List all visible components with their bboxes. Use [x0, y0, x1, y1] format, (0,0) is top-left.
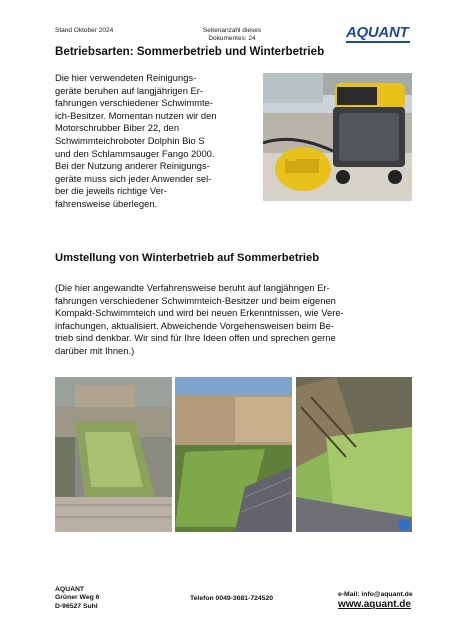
section-title-winter-to-summer: Umstellung von Winterbetrieb auf Sommerbetrieb	[55, 252, 320, 264]
footer-email[interactable]: e-Mail: info@aquant.de	[338, 591, 413, 598]
logo-underline	[346, 41, 410, 43]
paragraph-line: geräte muss sich jeder Anwender sel-	[55, 172, 212, 184]
page-count-line1: Seitenanzahl dieses	[202, 27, 262, 34]
footer-website-link[interactable]: www.aquant.de	[338, 599, 411, 610]
page-count	[200, 27, 264, 43]
document-date: Stand Oktober 2024	[55, 27, 114, 34]
paragraph-line: Schwimmteichroboter Dolphin Bio S	[55, 134, 205, 146]
paragraph-line: trieb sind denkbar. Wir sind für Ihre Ideen offen und sprechen gerne	[55, 332, 336, 344]
paragraph-line: ber die jeweils richtige Ver-	[55, 185, 168, 197]
aquant-logo: AQUANT	[346, 24, 409, 41]
paragraph-line: fahrungen verschiedener Schwimmteich-Besitzer und beim eigenen	[55, 294, 336, 306]
page-count-line2: Dokumentes: 24	[208, 35, 256, 42]
paragraph-line: ich-Besitzer. Momentan nutzen wir den	[55, 109, 217, 121]
section-title-operating-modes: Betriebsarten: Sommerbetrieb und Winterbetrieb	[55, 45, 325, 58]
pond-photo-middle	[175, 377, 292, 532]
paragraph-line: darüber mit Ihnen.)	[55, 344, 135, 356]
pond-photo-right	[296, 377, 412, 532]
footer-company: AQUANT	[55, 586, 85, 593]
paragraph-line: fahrensweise überlegen.	[55, 197, 158, 209]
paragraph-line: Kompakt-Schwimmteich und wird bei neuen Erkenntnissen, wie Vere-	[55, 307, 344, 319]
pond-photo-left	[55, 377, 172, 532]
paragraph-line: und den Schlammsauger Fango 2000.	[55, 147, 215, 159]
paragraph-line: Die hier verwendeten Reinigungs-	[55, 72, 197, 83]
paragraph-line: geräte beruhen auf langjährigen Er-	[55, 84, 204, 96]
paragraph-line: Motorschrubber Biber 22, den	[55, 122, 180, 134]
paragraph-line: Bei der Nutzung anderer Reinigungs-	[55, 160, 210, 172]
footer-address	[55, 586, 99, 611]
paragraph-line: fahrungen verschiedener Schwimmte-	[55, 97, 213, 109]
winter-to-summer-paragraph	[55, 282, 410, 358]
sludge-vacuum-photo	[263, 73, 412, 201]
footer-street: Grüner Weg 6	[55, 594, 100, 602]
paragraph-line: (Die hier angewandte Verfahrensweise beruht auf langjährigen Er-	[55, 282, 330, 293]
operating-modes-paragraph	[55, 72, 260, 211]
footer-phone: Telefon 0049-3681-724520	[190, 595, 273, 602]
footer-city: D-96527 Suhl	[55, 602, 98, 610]
paragraph-line: infachungen, aktualisiert. Abweichende Vorgehensweisen beim Be-	[55, 319, 334, 331]
